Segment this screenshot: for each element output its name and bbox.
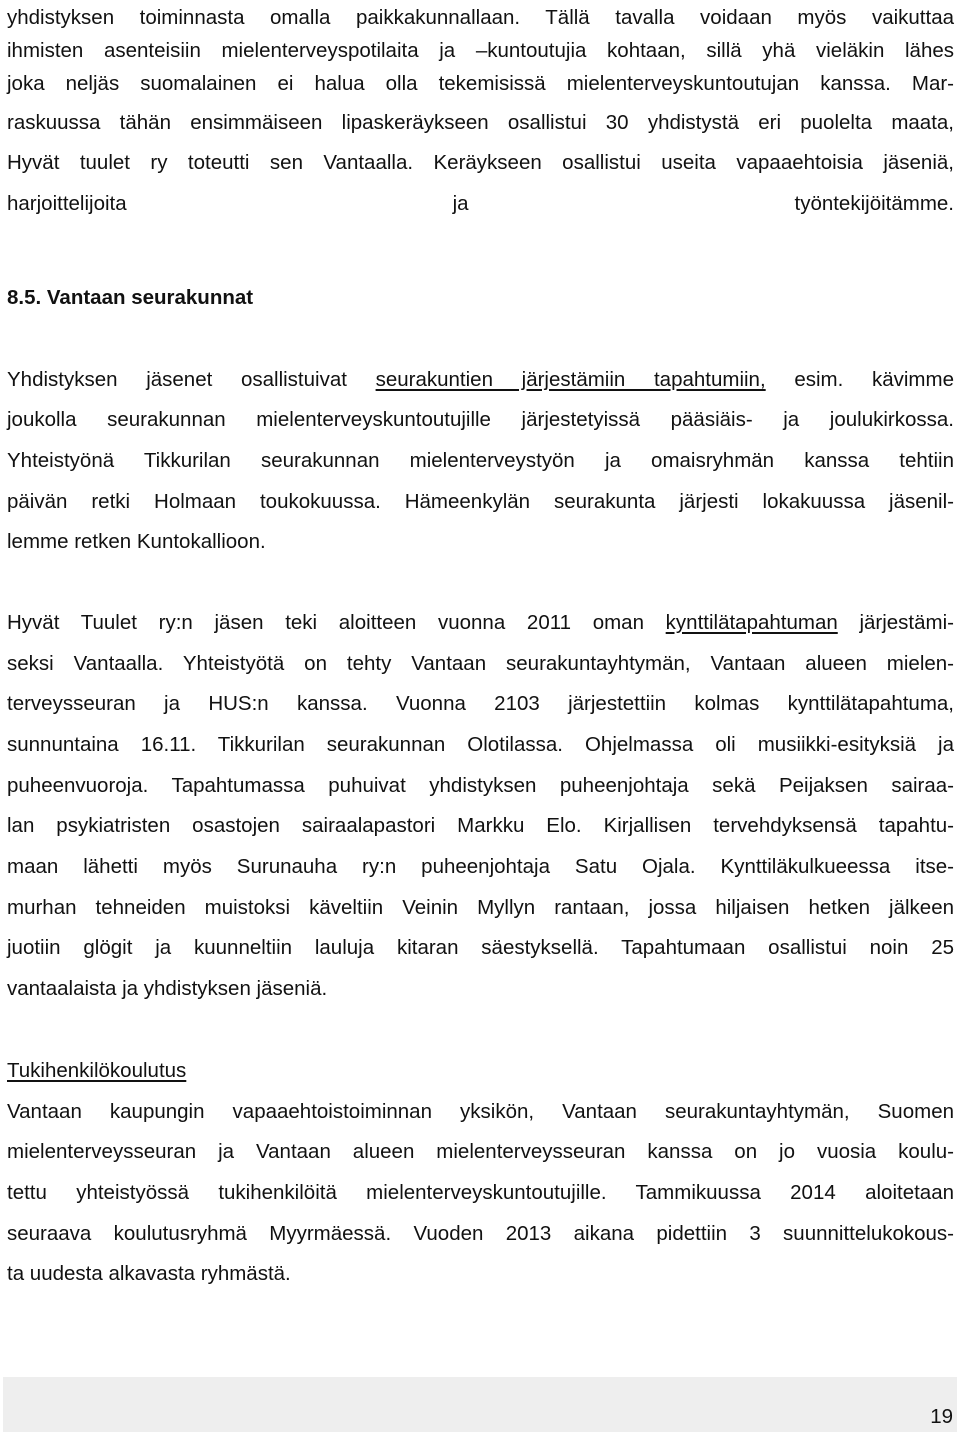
underlined-text: seurakuntien järjestämiin tapahtumiin, <box>375 368 766 391</box>
text-line <box>7 366 954 394</box>
text-line <box>7 447 954 475</box>
text-line <box>7 690 954 718</box>
text-segment: joka neljäs suomalainen ei halua olla tekemisissä mielenterveyskuntoutujan kanssa. Mar- <box>7 72 954 95</box>
text-segment: lemme retken Kuntokallioon. <box>7 530 266 553</box>
text-segment: raskuussa tähän ensimmäiseen lipaskeräykseen osallistui 30 yhdistystä eri puolelta maata, <box>7 111 954 134</box>
text-segment: murhan tehneiden muistoksi käveltiin Veinin Myllyn rantaan, jossa hiljaisen hetken jälkeen <box>7 896 954 919</box>
text-line <box>7 284 954 312</box>
text-segment: päivän retki Holmaan toukokuussa. Hämeenkylän seurakunta järjesti lokakuussa jäsenil- <box>7 490 954 513</box>
text-line <box>7 975 954 1003</box>
text-segment: vantaalaista ja yhdistyksen jäseniä. <box>7 977 328 1000</box>
text-segment: lan psykiatristen osastojen sairaalapastori Markku Elo. Kirjallisen tervehdyksensä tapahtu- <box>7 814 954 837</box>
text-segment: tettu yhteistyössä tukihenkilöitä mielenterveyskuntoutujille. Tammikuussa 2014 aloitetaan <box>7 1181 954 1204</box>
text-line <box>7 853 954 881</box>
text-line <box>7 1179 954 1207</box>
text-segment: esim. kävimme <box>765 368 954 391</box>
text-segment: puheenvuoroja. Tapahtumassa puhuivat yhdistyksen puheenjohtaja sekä Peijaksen sairaa- <box>7 774 954 797</box>
page-number: 19 <box>930 1405 953 1428</box>
text-line <box>7 1098 954 1126</box>
text-line <box>7 1057 954 1085</box>
text-line <box>7 37 954 65</box>
text-segment: seuraava koulutusryhmä Myyrmäessä. Vuoden 2013 aikana pidettiin 3 suunnittelukokous- <box>7 1222 954 1245</box>
text-segment: Yhdistyksen jäsenet osallistuivat <box>7 368 376 391</box>
text-segment: järjestämi- <box>837 611 954 634</box>
text-line <box>7 934 954 962</box>
text-segment: mielenterveysseuran ja Vantaan alueen mielenterveysseuran kanssa on jo vuosia koulu- <box>7 1140 954 1163</box>
text-segment: joukolla seurakunnan mielenterveyskuntoutujille järjestetyissä pääsiäis- ja joulukirkossa. <box>7 408 954 431</box>
text-line <box>7 650 954 678</box>
text-line <box>7 4 954 32</box>
text-segment: terveysseuran ja HUS:n kanssa. Vuonna 2103 järjestettiin kolmas kynttilätapahtuma, <box>7 692 954 715</box>
text-line <box>7 149 954 177</box>
text-line <box>7 812 954 840</box>
text-line <box>7 109 954 137</box>
text-line <box>7 1260 954 1288</box>
text-line <box>7 772 954 800</box>
text-line <box>7 609 954 637</box>
text-segment: 8.5. Vantaan seurakunnat <box>7 286 254 309</box>
underlined-text: Tukihenkilökoulutus <box>7 1059 187 1082</box>
text-segment: Hyvät Tuulet ry:n jäsen teki aloitteen vuonna 2011 oman <box>7 611 666 634</box>
text-segment: Yhteistyönä Tikkurilan seurakunnan mielenterveystyön ja omaisryhmän kanssa tehtiin <box>7 449 954 472</box>
text-line <box>7 70 954 98</box>
text-segment: seksi Vantaalla. Yhteistyötä on tehty Vantaan seurakuntayhtymän, Vantaan alueen mielen- <box>7 652 954 675</box>
text-segment: harjoittelijoita ja työntekijöitämme. <box>7 192 954 215</box>
text-segment: maan lähetti myös Surunauha ry:n puheenjohtaja Satu Ojala. Kynttiläkulkueessa itse- <box>7 855 954 878</box>
text-line <box>7 190 954 218</box>
text-line <box>7 528 954 556</box>
text-segment: Vantaan kaupungin vapaaehtoistoiminnan yksikön, Vantaan seurakuntayhtymän, Suomen <box>7 1100 954 1123</box>
text-segment: juotiin glögit ja kuunneltiin lauluja kitaran säestyksellä. Tapahtumaan osallistui noin 25 <box>7 936 954 959</box>
text-segment: sunnuntaina 16.11. Tikkurilan seurakunnan Olotilassa. Ohjelmassa oli musiikki-esityksiä ja <box>7 733 954 756</box>
page-footer <box>3 1377 957 1432</box>
text-line <box>7 1138 954 1166</box>
text-line <box>7 406 954 434</box>
text-line <box>7 731 954 759</box>
text-segment: ihmisten asenteisiin mielenterveyspotilaita ja –kuntoutujia kohtaan, sillä yhä vieläkin lähes <box>7 39 954 62</box>
text-line <box>7 894 954 922</box>
text-segment: Hyvät tuulet ry toteutti sen Vantaalla. Keräykseen osallistui useita vapaaehtoisia jäseniä, <box>7 151 954 174</box>
underlined-text: kynttilätapahtuman <box>665 611 838 634</box>
text-line <box>7 488 954 516</box>
text-line <box>7 1220 954 1248</box>
text-segment: ta uudesta alkavasta ryhmästä. <box>7 1262 291 1285</box>
text-segment: yhdistyksen toiminnasta omalla paikkakunnallaan. Tällä tavalla voidaan myös vaikuttaa <box>7 6 954 29</box>
